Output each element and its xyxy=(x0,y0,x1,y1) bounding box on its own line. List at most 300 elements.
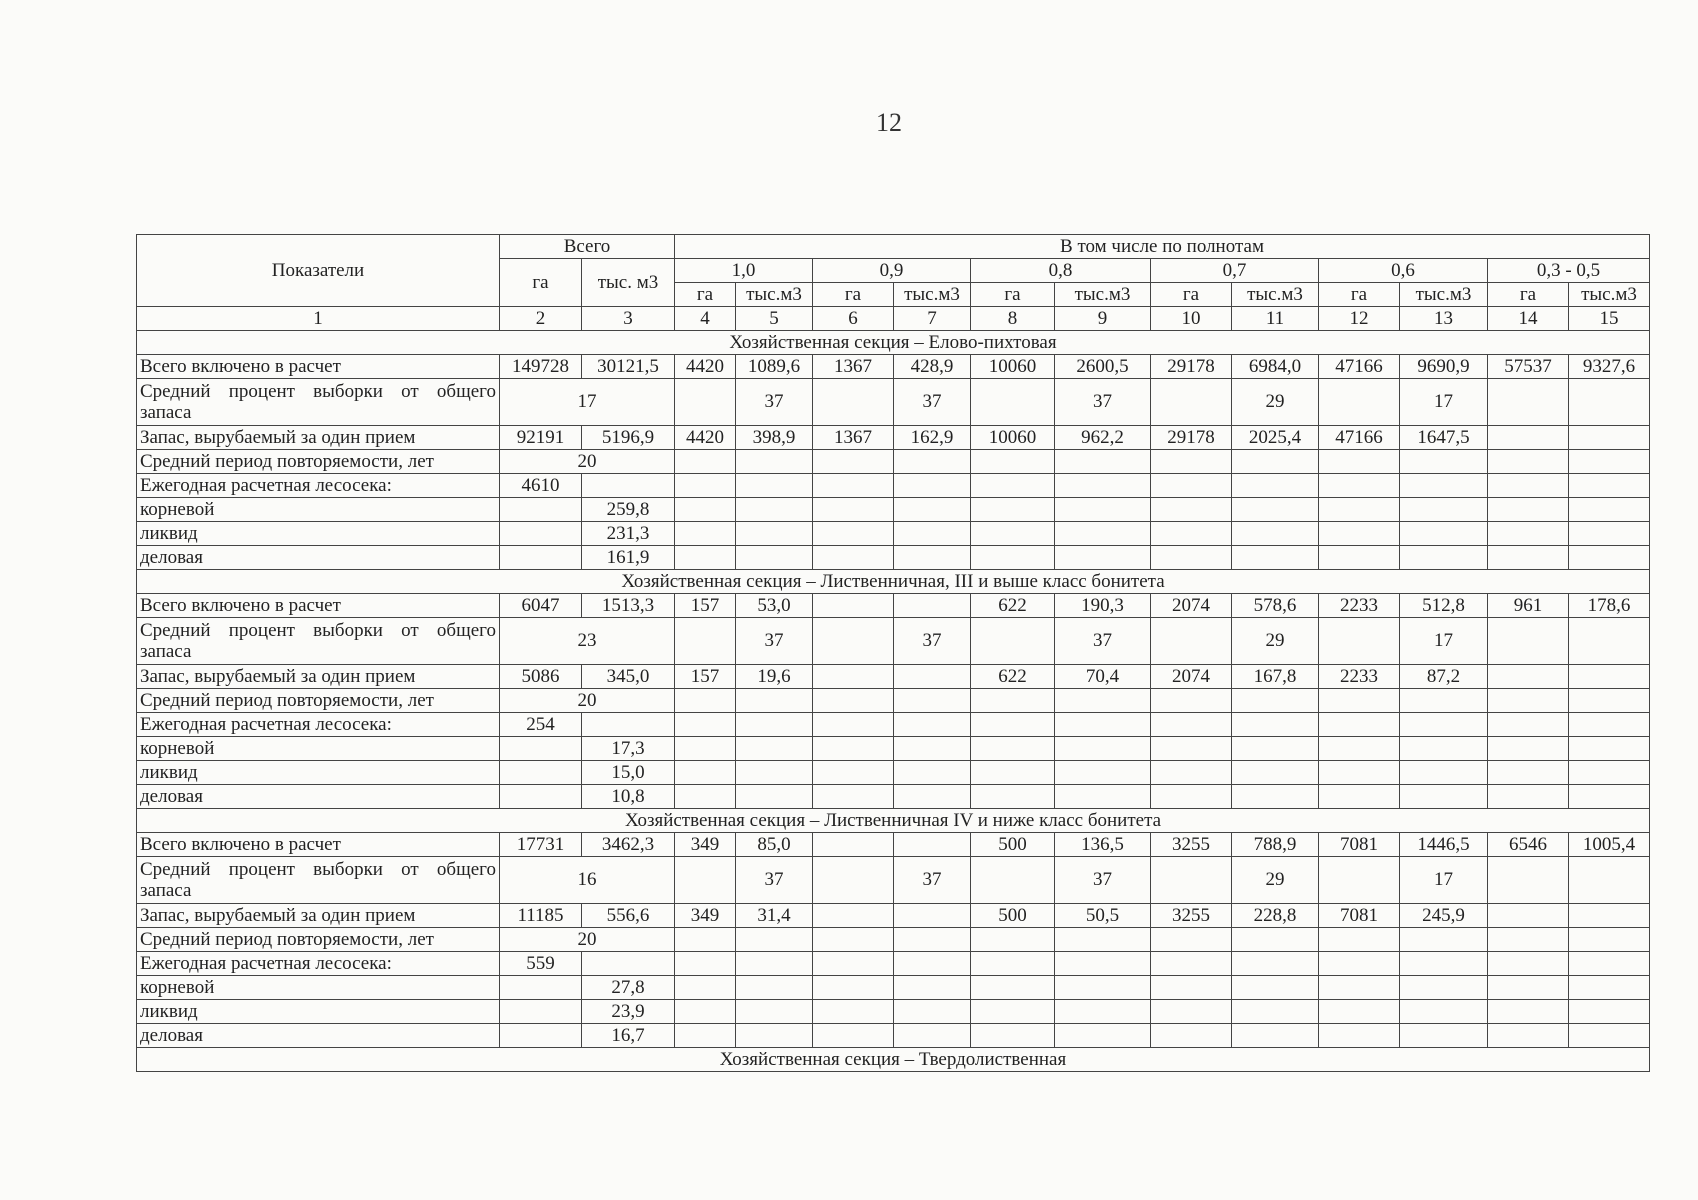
empty-cell xyxy=(1151,928,1232,952)
row-label: Средний период повторяемости, лет xyxy=(137,450,500,474)
value-cell: 578,6 xyxy=(1232,594,1319,618)
value-cell: 17731 xyxy=(500,833,582,857)
empty-cell xyxy=(736,474,813,498)
empty-cell xyxy=(500,522,582,546)
empty-cell xyxy=(1569,928,1650,952)
empty-cell xyxy=(1400,952,1488,976)
empty-cell xyxy=(1319,1000,1400,1024)
empty-cell xyxy=(813,379,894,426)
value-cell xyxy=(813,594,894,618)
empty-cell xyxy=(1319,713,1400,737)
value-cell: 9690,9 xyxy=(1400,355,1488,379)
empty-cell xyxy=(1569,785,1650,809)
empty-cell xyxy=(736,498,813,522)
value-cell: 2233 xyxy=(1319,665,1400,689)
empty-cell xyxy=(813,785,894,809)
empty-cell xyxy=(1232,976,1319,1000)
empty-cell xyxy=(675,713,736,737)
total-included-row xyxy=(137,355,1650,379)
value-cell: 2025,4 xyxy=(1232,426,1319,450)
empty-cell xyxy=(500,976,582,1000)
empty-cell xyxy=(1055,1000,1151,1024)
section-title: Хозяйственная секция – Лиственничная IV и ниже класс бонитета xyxy=(137,809,1650,833)
empty-cell xyxy=(894,952,971,976)
empty-cell xyxy=(1151,785,1232,809)
value-cell: 2074 xyxy=(1151,594,1232,618)
value-cell: 162,9 xyxy=(894,426,971,450)
empty-cell xyxy=(1569,952,1650,976)
empty-cell xyxy=(582,474,675,498)
empty-cell xyxy=(1151,1024,1232,1048)
empty-cell xyxy=(1488,689,1569,713)
empty-cell xyxy=(1055,498,1151,522)
value-cell: 10060 xyxy=(971,355,1055,379)
empty-cell xyxy=(736,785,813,809)
empty-cell xyxy=(1319,689,1400,713)
empty-cell xyxy=(1319,785,1400,809)
empty-cell xyxy=(1488,952,1569,976)
empty-cell xyxy=(971,689,1055,713)
empty-cell xyxy=(1488,618,1569,665)
empty-cell xyxy=(1319,379,1400,426)
empty-cell xyxy=(1232,522,1319,546)
section-title: Хозяйственная секция – Твердолиственная xyxy=(137,1048,1650,1072)
root-row xyxy=(137,737,1650,761)
empty-cell xyxy=(1055,928,1151,952)
by-density-header: В том числе по полнотам xyxy=(675,235,1650,259)
value-cell xyxy=(894,594,971,618)
empty-cell xyxy=(894,522,971,546)
value-cell xyxy=(813,833,894,857)
value-cell: 4420 xyxy=(675,355,736,379)
value-cell: 11185 xyxy=(500,904,582,928)
row-label: корневой xyxy=(137,498,500,522)
column-number: 1 xyxy=(137,307,500,331)
value-cell: 20 xyxy=(500,450,675,474)
empty-cell xyxy=(813,713,894,737)
avg-selection-percent-row xyxy=(137,857,1650,904)
empty-cell xyxy=(1232,498,1319,522)
column-number: 8 xyxy=(971,307,1055,331)
empty-cell xyxy=(971,761,1055,785)
value-cell: 2074 xyxy=(1151,665,1232,689)
empty-cell xyxy=(894,928,971,952)
empty-cell xyxy=(1569,713,1650,737)
value-cell: 231,3 xyxy=(582,522,675,546)
empty-cell xyxy=(736,737,813,761)
value-cell: 37 xyxy=(894,857,971,904)
empty-cell xyxy=(1488,785,1569,809)
value-cell: 10060 xyxy=(971,426,1055,450)
value-cell: 17 xyxy=(1400,379,1488,426)
empty-cell xyxy=(1488,474,1569,498)
value-cell: 37 xyxy=(736,618,813,665)
stock-per-cut-row xyxy=(137,904,1650,928)
value-cell: 4420 xyxy=(675,426,736,450)
value-cell: 245,9 xyxy=(1400,904,1488,928)
value-cell: 16 xyxy=(500,857,675,904)
empty-cell xyxy=(894,474,971,498)
business-row xyxy=(137,1024,1650,1048)
value-cell: 1089,6 xyxy=(736,355,813,379)
unit-ha-header: га xyxy=(675,283,736,307)
empty-cell xyxy=(1488,498,1569,522)
value-cell: 87,2 xyxy=(1400,665,1488,689)
empty-cell xyxy=(971,522,1055,546)
empty-cell xyxy=(736,952,813,976)
empty-cell xyxy=(1488,928,1569,952)
row-label: корневой xyxy=(137,737,500,761)
empty-cell xyxy=(1488,546,1569,570)
empty-cell xyxy=(1055,785,1151,809)
empty-cell xyxy=(971,474,1055,498)
empty-cell xyxy=(1400,522,1488,546)
value-cell: 37 xyxy=(1055,618,1151,665)
stock-per-cut-row xyxy=(137,426,1650,450)
unit-vol-header: тыс.м3 xyxy=(1400,283,1488,307)
empty-cell xyxy=(1569,1024,1650,1048)
value-cell: 3462,3 xyxy=(582,833,675,857)
empty-cell xyxy=(894,737,971,761)
value-cell: 622 xyxy=(971,665,1055,689)
empty-cell xyxy=(1569,761,1650,785)
empty-cell xyxy=(1400,474,1488,498)
empty-cell xyxy=(1151,689,1232,713)
section-title: Хозяйственная секция – Лиственничная, III и выше класс бонитета xyxy=(137,570,1650,594)
empty-cell xyxy=(500,761,582,785)
value-cell: 136,5 xyxy=(1055,833,1151,857)
empty-cell xyxy=(1319,952,1400,976)
repeat-period-row xyxy=(137,928,1650,952)
density-header: 0,9 xyxy=(813,259,971,283)
empty-cell xyxy=(1232,761,1319,785)
empty-cell xyxy=(894,761,971,785)
value-cell: 47166 xyxy=(1319,426,1400,450)
column-number: 9 xyxy=(1055,307,1151,331)
empty-cell xyxy=(1319,450,1400,474)
empty-cell xyxy=(1488,976,1569,1000)
value-cell: 167,8 xyxy=(1232,665,1319,689)
empty-cell xyxy=(894,689,971,713)
empty-cell xyxy=(1569,522,1650,546)
value-cell: 1513,3 xyxy=(582,594,675,618)
empty-cell xyxy=(1319,857,1400,904)
value-cell: 1367 xyxy=(813,355,894,379)
empty-cell xyxy=(1569,474,1650,498)
value-cell xyxy=(894,665,971,689)
empty-cell xyxy=(1151,474,1232,498)
row-label: Средний процент выборки от общего запаса xyxy=(137,618,500,665)
empty-cell xyxy=(1151,976,1232,1000)
section-title-row xyxy=(137,570,1650,594)
value-cell: 29 xyxy=(1232,379,1319,426)
empty-cell xyxy=(894,450,971,474)
value-cell: 512,8 xyxy=(1400,594,1488,618)
value-cell: 29178 xyxy=(1151,426,1232,450)
value-cell: 428,9 xyxy=(894,355,971,379)
empty-cell xyxy=(736,761,813,785)
empty-cell xyxy=(1400,689,1488,713)
unit-vol-header: тыс.м3 xyxy=(1569,283,1650,307)
value-cell: 23,9 xyxy=(582,1000,675,1024)
empty-cell xyxy=(1055,450,1151,474)
value-cell: 23 xyxy=(500,618,675,665)
value-cell: 788,9 xyxy=(1232,833,1319,857)
empty-cell xyxy=(894,546,971,570)
empty-cell xyxy=(1400,546,1488,570)
row-label: Всего включено в расчет xyxy=(137,355,500,379)
empty-cell xyxy=(1151,522,1232,546)
empty-cell xyxy=(736,689,813,713)
value-cell: 17,3 xyxy=(582,737,675,761)
row-label: Средний период повторяемости, лет xyxy=(137,928,500,952)
empty-cell xyxy=(1151,857,1232,904)
empty-cell xyxy=(1232,474,1319,498)
column-number: 11 xyxy=(1232,307,1319,331)
column-number: 12 xyxy=(1319,307,1400,331)
empty-cell xyxy=(1319,474,1400,498)
empty-cell xyxy=(1319,522,1400,546)
row-label: корневой xyxy=(137,976,500,1000)
empty-cell xyxy=(1400,928,1488,952)
empty-cell xyxy=(813,976,894,1000)
value-cell: 178,6 xyxy=(1569,594,1650,618)
value-cell: 50,5 xyxy=(1055,904,1151,928)
empty-cell xyxy=(1488,522,1569,546)
value-cell: 7081 xyxy=(1319,904,1400,928)
value-cell: 961 xyxy=(1488,594,1569,618)
empty-cell xyxy=(1400,713,1488,737)
row-label: деловая xyxy=(137,546,500,570)
density-header: 1,0 xyxy=(675,259,813,283)
value-cell: 7081 xyxy=(1319,833,1400,857)
empty-cell xyxy=(1400,785,1488,809)
empty-cell xyxy=(675,1000,736,1024)
row-label: ликвид xyxy=(137,1000,500,1024)
empty-cell xyxy=(736,928,813,952)
empty-cell xyxy=(1488,737,1569,761)
value-cell: 20 xyxy=(500,689,675,713)
empty-cell xyxy=(971,976,1055,1000)
value-cell: 556,6 xyxy=(582,904,675,928)
total-ha-header: га xyxy=(500,259,582,307)
empty-cell xyxy=(1055,976,1151,1000)
value-cell: 27,8 xyxy=(582,976,675,1000)
empty-cell xyxy=(813,928,894,952)
empty-cell xyxy=(813,689,894,713)
liquid-row xyxy=(137,1000,1650,1024)
value-cell: 1367 xyxy=(813,426,894,450)
section-title: Хозяйственная секция – Елово-пихтовая xyxy=(137,331,1650,355)
value-cell: 29 xyxy=(1232,618,1319,665)
empty-cell xyxy=(1232,546,1319,570)
empty-cell xyxy=(675,976,736,1000)
value-cell xyxy=(813,665,894,689)
empty-cell xyxy=(1569,450,1650,474)
empty-cell xyxy=(500,785,582,809)
value-cell: 349 xyxy=(675,833,736,857)
empty-cell xyxy=(971,1024,1055,1048)
indicators-header: Показатели xyxy=(137,235,500,307)
empty-cell xyxy=(675,761,736,785)
row-label: Ежегодная расчетная лесосека: xyxy=(137,952,500,976)
empty-cell xyxy=(813,1000,894,1024)
empty-cell xyxy=(813,857,894,904)
column-number: 15 xyxy=(1569,307,1650,331)
total-included-row xyxy=(137,833,1650,857)
value-cell: 3255 xyxy=(1151,904,1232,928)
empty-cell xyxy=(736,450,813,474)
value-cell: 5196,9 xyxy=(582,426,675,450)
empty-cell xyxy=(736,1024,813,1048)
value-cell: 500 xyxy=(971,833,1055,857)
row-label: Ежегодная расчетная лесосека: xyxy=(137,474,500,498)
row-label: Всего включено в расчет xyxy=(137,594,500,618)
value-cell xyxy=(1569,426,1650,450)
calculation-table xyxy=(136,234,1650,1072)
value-cell xyxy=(894,904,971,928)
empty-cell xyxy=(971,785,1055,809)
value-cell: 500 xyxy=(971,904,1055,928)
empty-cell xyxy=(1151,737,1232,761)
page-number: 12 xyxy=(876,108,902,137)
empty-cell xyxy=(894,976,971,1000)
row-label: Средний процент выборки от общего запаса xyxy=(137,857,500,904)
empty-cell xyxy=(894,1000,971,1024)
value-cell: 5086 xyxy=(500,665,582,689)
empty-cell xyxy=(1151,952,1232,976)
row-label: Запас, вырубаемый за один прием xyxy=(137,904,500,928)
value-cell: 6546 xyxy=(1488,833,1569,857)
value-cell: 622 xyxy=(971,594,1055,618)
empty-cell xyxy=(675,785,736,809)
empty-cell xyxy=(1319,618,1400,665)
empty-cell xyxy=(813,522,894,546)
value-cell: 2600,5 xyxy=(1055,355,1151,379)
empty-cell xyxy=(971,737,1055,761)
root-row xyxy=(137,498,1650,522)
empty-cell xyxy=(736,1000,813,1024)
liquid-row xyxy=(137,761,1650,785)
empty-cell xyxy=(1055,737,1151,761)
empty-cell xyxy=(675,546,736,570)
empty-cell xyxy=(675,928,736,952)
value-cell: 1647,5 xyxy=(1400,426,1488,450)
column-number: 4 xyxy=(675,307,736,331)
column-number: 10 xyxy=(1151,307,1232,331)
column-number: 14 xyxy=(1488,307,1569,331)
empty-cell xyxy=(1400,1024,1488,1048)
row-label: Средний процент выборки от общего запаса xyxy=(137,379,500,426)
value-cell: 37 xyxy=(736,379,813,426)
empty-cell xyxy=(1400,1000,1488,1024)
empty-cell xyxy=(971,928,1055,952)
empty-cell xyxy=(1319,546,1400,570)
empty-cell xyxy=(813,737,894,761)
empty-cell xyxy=(675,618,736,665)
row-label: Запас, вырубаемый за один прием xyxy=(137,426,500,450)
value-cell: 31,4 xyxy=(736,904,813,928)
empty-cell xyxy=(675,1024,736,1048)
value-cell xyxy=(1569,904,1650,928)
empty-cell xyxy=(1569,1000,1650,1024)
empty-cell xyxy=(1569,546,1650,570)
unit-ha-header: га xyxy=(813,283,894,307)
empty-cell xyxy=(1232,689,1319,713)
unit-ha-header: га xyxy=(1151,283,1232,307)
empty-cell xyxy=(1319,976,1400,1000)
value-cell xyxy=(813,904,894,928)
row-label: ликвид xyxy=(137,522,500,546)
empty-cell xyxy=(971,713,1055,737)
value-cell: 398,9 xyxy=(736,426,813,450)
value-cell: 15,0 xyxy=(582,761,675,785)
business-row xyxy=(137,785,1650,809)
empty-cell xyxy=(1151,1000,1232,1024)
section-title-row xyxy=(137,1048,1650,1072)
annual-cut-row xyxy=(137,713,1650,737)
empty-cell xyxy=(1569,498,1650,522)
empty-cell xyxy=(1569,689,1650,713)
calculation-table-container xyxy=(136,234,1637,1072)
unit-ha-header: га xyxy=(971,283,1055,307)
value-cell xyxy=(1569,379,1650,426)
value-cell: 19,6 xyxy=(736,665,813,689)
liquid-row xyxy=(137,522,1650,546)
empty-cell xyxy=(1232,928,1319,952)
empty-cell xyxy=(1400,498,1488,522)
empty-cell xyxy=(813,546,894,570)
value-cell: 190,3 xyxy=(1055,594,1151,618)
value-cell: 37 xyxy=(1055,379,1151,426)
unit-vol-header: тыс.м3 xyxy=(1232,283,1319,307)
value-cell: 57537 xyxy=(1488,355,1569,379)
empty-cell xyxy=(736,522,813,546)
column-number: 3 xyxy=(582,307,675,331)
column-number: 5 xyxy=(736,307,813,331)
value-cell: 228,8 xyxy=(1232,904,1319,928)
section-title-row xyxy=(137,331,1650,355)
row-label: деловая xyxy=(137,1024,500,1048)
value-cell: 149728 xyxy=(500,355,582,379)
value-cell: 53,0 xyxy=(736,594,813,618)
empty-cell xyxy=(813,474,894,498)
value-cell: 29 xyxy=(1232,857,1319,904)
empty-cell xyxy=(675,737,736,761)
empty-cell xyxy=(1151,450,1232,474)
value-cell xyxy=(894,833,971,857)
empty-cell xyxy=(1488,1000,1569,1024)
value-cell: 345,0 xyxy=(582,665,675,689)
empty-cell xyxy=(500,546,582,570)
avg-selection-percent-row xyxy=(137,618,1650,665)
empty-cell xyxy=(675,474,736,498)
empty-cell xyxy=(1319,761,1400,785)
value-cell: 157 xyxy=(675,594,736,618)
empty-cell xyxy=(675,857,736,904)
value-cell: 962,2 xyxy=(1055,426,1151,450)
empty-cell xyxy=(675,952,736,976)
empty-cell xyxy=(675,522,736,546)
empty-cell xyxy=(675,379,736,426)
empty-cell xyxy=(971,379,1055,426)
value-cell: 92191 xyxy=(500,426,582,450)
value-cell: 37 xyxy=(1055,857,1151,904)
value-cell: 29178 xyxy=(1151,355,1232,379)
empty-cell xyxy=(894,785,971,809)
value-cell: 85,0 xyxy=(736,833,813,857)
total-vol-header: тыс. м3 xyxy=(582,259,675,307)
